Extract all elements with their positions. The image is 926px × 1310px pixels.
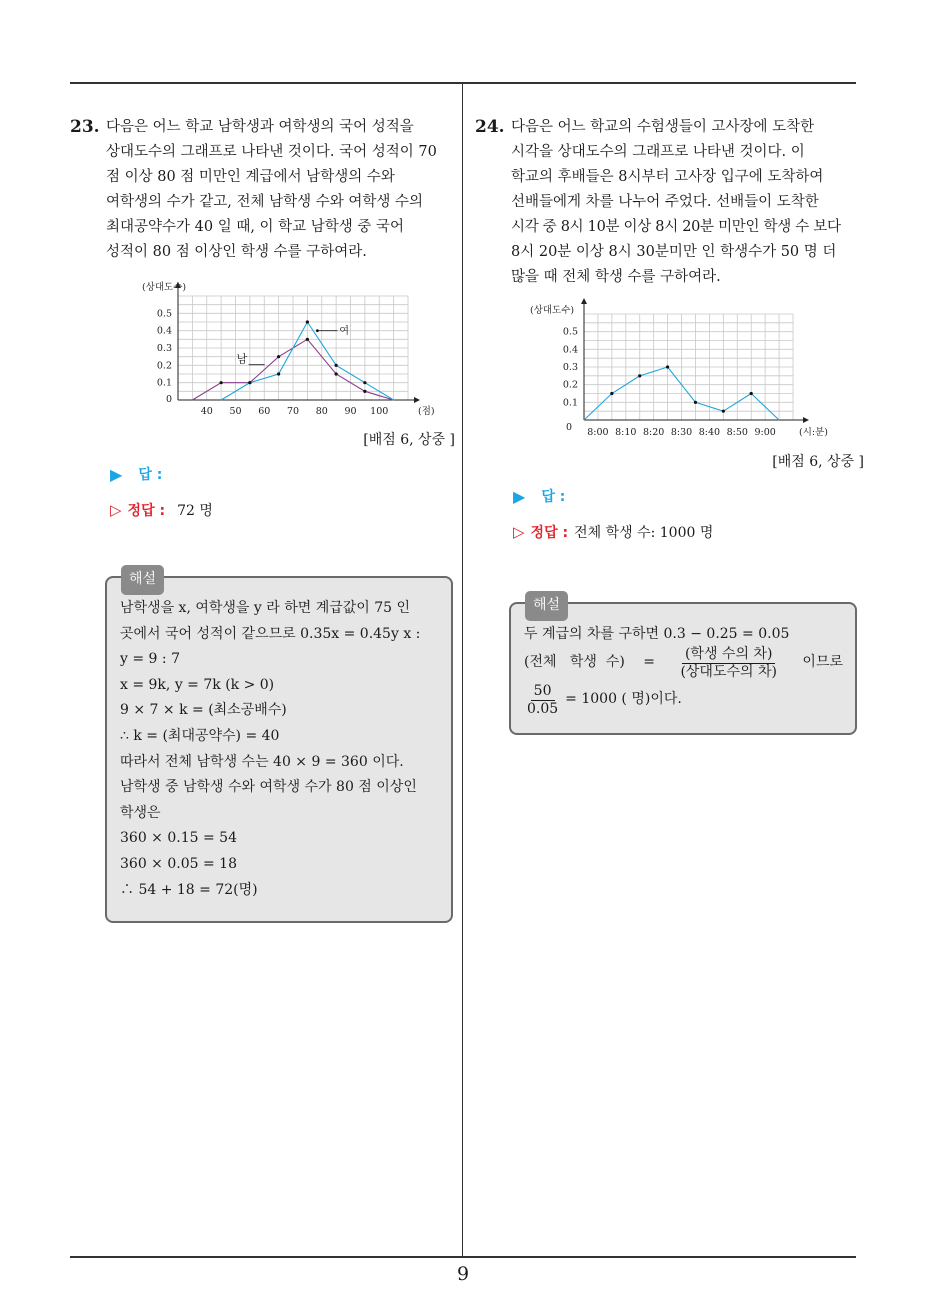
fraction-numerator: (학생 수의 차) — [682, 646, 775, 664]
correct-answer-row — [475, 522, 860, 542]
y-tick-label: 0.1 — [156, 377, 172, 389]
outline-triangle-icon: ▷ — [513, 523, 525, 541]
x-tick-label: 90 — [344, 406, 357, 417]
x-tick-label: 50 — [229, 406, 242, 417]
solution-line: ∴ 54 + 18 = 72(명) — [120, 881, 258, 898]
data-point — [750, 392, 753, 395]
data-point — [277, 355, 280, 358]
y-tick-label: 0.4 — [156, 325, 172, 337]
x-tick-label: 60 — [258, 406, 271, 417]
text-line: 많을 때 전체 학생 수를 구하여라. — [511, 269, 721, 285]
result-text: = 1000 ( 명)이다. — [565, 691, 682, 708]
fraction-denominator: 0.05 — [527, 700, 559, 717]
solution-line: 360 × 0.05 = 18 — [120, 855, 237, 872]
data-point — [363, 381, 366, 384]
data-point — [638, 374, 641, 377]
correct-answer-row — [70, 500, 455, 520]
answer-row — [70, 464, 455, 484]
text-line: 다음은 어느 학교의 수험생들이 고사장에 도착한 — [511, 119, 815, 135]
x-tick-label: 8:40 — [698, 427, 721, 438]
x-tick-label: 8:00 — [587, 427, 609, 438]
solution-line: 360 × 0.15 = 54 — [120, 830, 237, 847]
y-tick-label: 0.3 — [562, 362, 578, 373]
x-tick-label: 80 — [315, 406, 328, 417]
data-point — [363, 390, 366, 393]
result-fraction — [524, 683, 561, 718]
x-tick-label: 100 — [370, 406, 389, 417]
correct-value: 전체 학생 수: 1000 명 — [574, 525, 714, 541]
solution-line: y = 9 : 7 — [120, 651, 180, 668]
y-tick-label: 0.5 — [562, 326, 578, 338]
text-line: 최대공약수가 40 일 때, 이 학교 남학생 중 국어 — [106, 219, 405, 235]
data-point — [610, 392, 613, 395]
solution-line: 곳에서 국어 성적이 같으므로 0.35x = 0.45y x : — [120, 625, 421, 642]
text-line: 시각을 상대도수의 그래프로 나타낸 것이다. 이 — [511, 144, 805, 160]
x-tick-label: 8:10 — [615, 427, 637, 438]
outline-triangle-icon: ▷ — [110, 501, 122, 519]
legend-male-label: 남 — [236, 352, 248, 366]
column-divider — [462, 83, 463, 1258]
correct-label: 정답 : — [530, 525, 569, 541]
text-line: 시각 중 8시 10분 이상 8시 20분 미만인 학생 수 보다 — [511, 219, 841, 235]
x-axis-label: (점) — [418, 406, 435, 417]
play-triangle-icon: ▶ — [513, 486, 526, 506]
solution-formula — [524, 646, 843, 681]
y-axis-arrow — [581, 298, 587, 304]
top-rule — [70, 82, 856, 84]
formula-fraction — [677, 646, 780, 681]
q23-chart — [140, 278, 435, 423]
solution-line: 따라서 전체 남학생 수는 40 × 9 = 360 이다. — [120, 753, 404, 770]
question-24-text — [475, 115, 860, 290]
solution-line: x = 9k, y = 7k (k > 0) — [120, 676, 275, 693]
solution-result-line — [524, 683, 843, 718]
y-tick-label: 0.1 — [562, 397, 578, 409]
data-point — [666, 365, 669, 368]
formula-tail: 이므로 — [802, 654, 843, 671]
bottom-rule — [70, 1256, 856, 1258]
question-24 — [475, 115, 864, 542]
page-number: 9 — [456, 1263, 470, 1285]
correct-value: 72 명 — [177, 503, 213, 519]
text-line: 8시 20분 이상 8시 30분미만 인 학생수가 50 명 더 — [511, 244, 837, 260]
legend-female-label: 여 — [339, 326, 350, 338]
x-tick-label: 8:20 — [642, 427, 665, 438]
solution-tag: 해설 — [121, 565, 164, 595]
y-tick-label: 0.3 — [156, 343, 172, 354]
y-axis-label: (상대도수) — [142, 282, 187, 293]
score-label: [배점 6, 상중 ] — [363, 432, 455, 448]
text-line: 성적이 80 점 이상인 학생 수를 구하여라. — [106, 244, 367, 260]
solution-line: ∴ k = (최대공약수) = 40 — [120, 727, 280, 744]
solution-line: 남학생 중 남학생 수와 여학생 수가 80 점 이상인 — [120, 779, 417, 796]
solution-line: 9 × 7 × k = (최소공배수) — [120, 702, 287, 719]
text-line: 여학생의 수가 같고, 전체 남학생 수와 여학생 수의 — [106, 194, 424, 210]
play-triangle-icon: ▶ — [110, 464, 123, 484]
x-tick-label: 9:00 — [754, 427, 776, 438]
solution-line: 두 계급의 차를 구하면 0.3 − 0.25 = 0.05 — [524, 626, 790, 642]
question-23-text — [70, 115, 455, 265]
solution-line: 남학생을 x, 여학생을 y 라 하면 계급값이 75 인 — [120, 600, 411, 616]
text-line: 상대도수의 그래프로 나타낸 것이다. 국어 성적이 70 — [106, 144, 437, 160]
x-axis-label: (시:분) — [799, 427, 828, 438]
answer-label: 답 : — [138, 467, 163, 483]
question-number: 23. — [70, 117, 100, 137]
data-point — [722, 410, 725, 413]
x-axis-arrow — [803, 417, 809, 423]
text-line: 점 이상 80 점 미만인 계급에서 남학생의 수와 — [106, 169, 395, 185]
formula-equals: = — [643, 654, 655, 671]
text-line: 학교의 후배들은 8시부터 고사장 입구에 도착하여 — [511, 169, 824, 185]
text-line: 다음은 어느 학교 남학생과 여학생의 국어 성적을 — [106, 119, 414, 135]
origin-label: 0 — [565, 422, 572, 433]
question-23 — [70, 115, 455, 520]
y-tick-label: 0.5 — [156, 308, 172, 320]
y-tick-label: 0.2 — [156, 360, 172, 372]
q23-solution-box — [105, 571, 453, 923]
formula-lhs: (전체 학생 수) — [524, 654, 625, 671]
data-point — [306, 338, 309, 341]
x-tick-label: 40 — [200, 406, 213, 417]
fraction-denominator: (상대도수의 차) — [680, 663, 777, 680]
origin-label: 0 — [165, 394, 172, 405]
legend-pointer-dot — [316, 329, 319, 332]
fraction-numerator: 50 — [531, 683, 555, 701]
score-label: [배점 6, 상중 ] — [772, 454, 864, 470]
solution-tag: 해설 — [525, 591, 568, 621]
solution-line: 학생은 — [120, 804, 161, 821]
question-number: 24. — [475, 117, 505, 137]
x-tick-label: 8:30 — [670, 427, 693, 438]
y-tick-label: 0.4 — [562, 344, 578, 356]
data-point — [248, 381, 251, 384]
y-tick-label: 0.2 — [562, 379, 578, 391]
text-line: 선배들에게 차를 나누어 주었다. 선배들이 도착한 — [511, 194, 819, 210]
x-tick-label: 8:50 — [726, 427, 748, 438]
q24-chart — [530, 300, 830, 445]
data-point — [694, 401, 697, 404]
data-point — [306, 320, 309, 323]
data-point — [335, 364, 338, 367]
x-tick-label: 70 — [286, 406, 300, 417]
x-axis-arrow — [414, 397, 420, 403]
data-point — [335, 372, 338, 375]
answer-row — [475, 486, 860, 506]
data-point — [277, 372, 280, 375]
y-axis-label: (상대도수) — [530, 305, 575, 316]
answer-label: 답 : — [541, 489, 566, 505]
correct-label: 정답 : — [127, 503, 166, 519]
data-point — [220, 381, 223, 384]
q24-solution-box — [509, 597, 857, 735]
